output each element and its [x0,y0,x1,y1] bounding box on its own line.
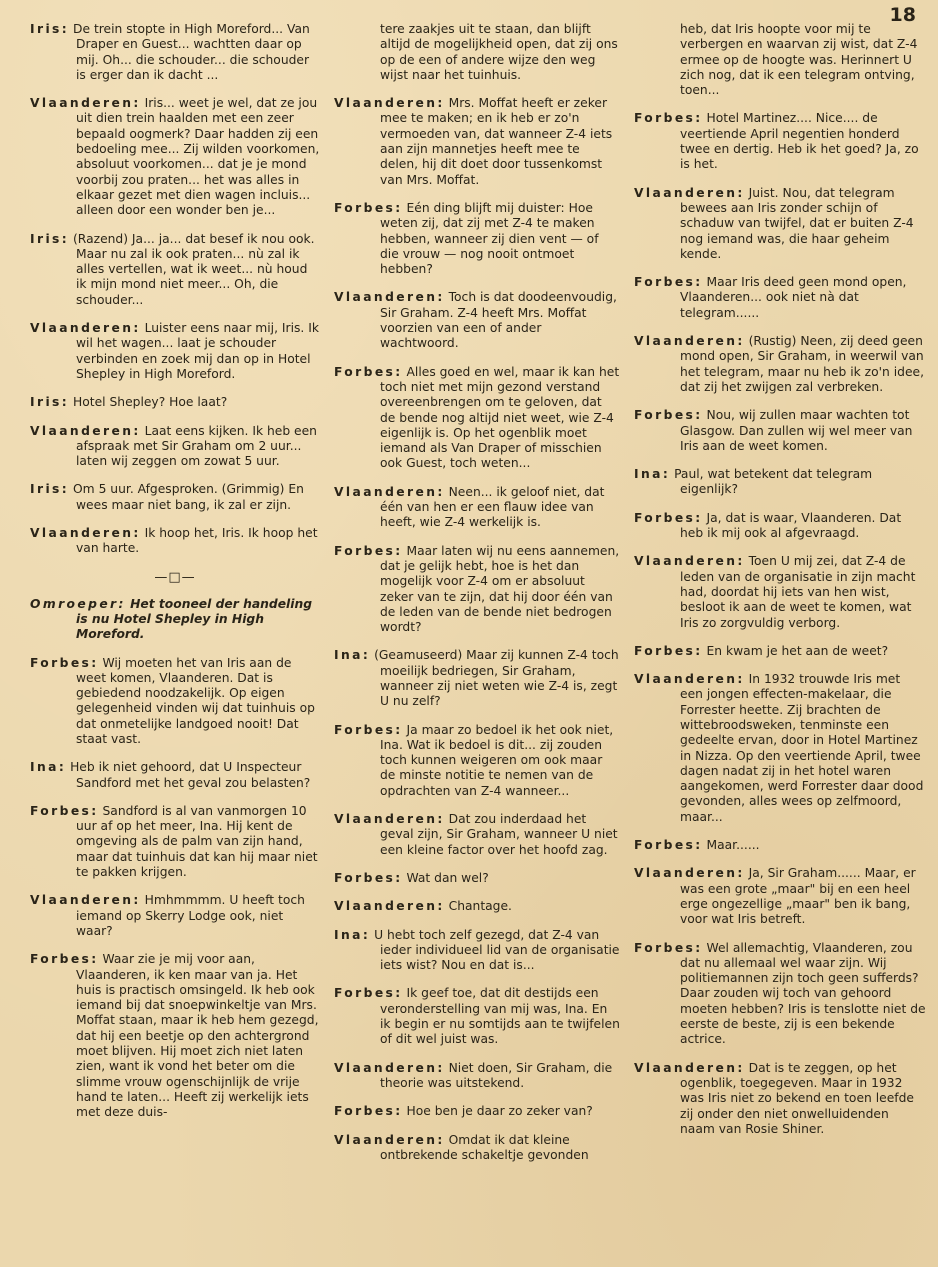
dialogue-text: Sandford is al van vanmorgen 10 uur af op het meer, Ina. Hij kent de omgeving als de palm van zijn hand, maar dat tuinhuis dat kan hij maar niet te pakken krijgen. [76,803,318,880]
speaker-name: Vlaanderen: [30,321,141,336]
dialogue-entry [634,941,926,1048]
speaker-name: Vlaanderen: [634,1060,745,1075]
dialogue-entry [334,899,620,914]
column-2 [334,22,620,1257]
dialogue-text: Eén ding blijft mij duister: Hoe weten zij, dat zij met Z-4 te maken hebben, wanneer zij dien vent — of die vrouw — nog nooit ontmoet hebben? [380,200,599,277]
dialogue-text: Hmhmmmm. U heeft toch iemand op Skerry Lodge ook, niet waar? [76,893,305,938]
dialogue-entry [634,111,926,172]
dialogue-entry [334,871,620,886]
dialogue-text: In 1932 trouwde Iris met een jongen effecten-makelaar, die Forrester heette. Zij brachten de wittebroodsweken, tenminste een gedeelte ervan, door in Hotel Martinez in Nizza. Op den veertiende April, twee dagen nadat zij in het hotel waren aangekomen, werd Forrester daar dood gevonden, alles wees op zelfmoord, maar... [680,672,924,824]
dialogue-text: (Razend) Ja... ja... dat besef ik nou ook. Maar nu zal ik ook praten... nù zal ik alles vertellen, wat ik weet... nù houd ik mijn mond niet meer... Oh, die schouder... [69,231,315,307]
dialogue-text: Wel allemachtig, Vlaanderen, zou dat nu allemaal wel waar zijn. Wij politiemannen zijn toch geen sufferds? Daar zouden wij toch van gehoord moeten hebben? Iris is tenslotte niet de eerste de beste, zij is een bekende actrice. [680,940,926,1047]
dialogue-text: tere zaakjes uit te staan, dan blijft altijd de mogelijkheid open, dat zij ons op de een of andere wijze den weg wijst naar het tuinhuis. [380,22,618,82]
speaker-name: Forbes: [634,838,703,853]
dialogue-entry [30,526,320,557]
speaker-name: Forbes: [334,870,403,885]
dialogue-text: Om 5 uur. Afgesproken. (Grimmig) En wees maar niet bang, ik zal er zijn. [69,482,304,512]
dialogue-entry [634,511,926,542]
dialogue-text: Het tooneel der handeling is nu Hotel Shepley in High Moreford. [76,596,313,642]
speaker-name: Forbes: [334,543,403,558]
speaker-name: Forbes: [334,722,403,737]
dialogue-text: Hoe ben je daar zo zeker van? [402,1104,593,1119]
speaker-name: Iris: [30,482,70,497]
dialogue-entry [30,395,320,410]
dialogue-entry [634,838,926,853]
speaker-name: Forbes: [634,940,703,955]
speaker-name: Vlaanderen: [634,185,745,200]
dialogue-text: Maar Iris deed geen mond open, Vlaanderen... ook niet nà dat telegram...... [680,275,907,320]
dialogue-text: Heb ik niet gehoord, dat U Inspecteur Sandford met het geval zou belasten? [66,760,311,790]
speaker-name: Vlaanderen: [334,96,445,111]
dialogue-text: Nou, wij zullen maar wachten tot Glasgow. Dan zullen wij wel meer van Iris aan de weet komen. [680,408,913,453]
dialogue-entry [334,1061,620,1092]
dialogue-entry [634,644,926,659]
dialogue-text: Ja maar zo bedoel ik het ook niet, Ina. Wat ik bedoel is dit... zij zouden toch kunnen weigeren om ook maar de minste notitie te nemen van de opdrachten van Z-4 wanneer... [380,722,614,798]
dialogue-text: Hotel Martinez.... Nice.... de veertiende April negentien honderd twee en dertig. Heb ik het goed? Ja, zo is het. [680,111,919,172]
dialogue-entry [634,467,926,498]
dialogue-entry [30,804,320,880]
speaker-name: Ina: [334,927,371,942]
dialogue-entry [30,656,320,748]
dialogue-entry [634,866,926,927]
speaker-name: Forbes: [334,364,403,379]
dialogue-text: Luister eens naar mij, Iris. Ik wil het wagen... laat je schouder verbinden en zoek mij dan op in Hotel Shepley in High Moreford. [76,321,319,381]
dialogue-entry [30,321,320,382]
speaker-name: Vlaanderen: [30,96,141,111]
speaker-name: Forbes: [334,986,403,1001]
speaker-name: Forbes: [334,200,403,215]
dialogue-entry [30,232,320,308]
speaker-name: Ina: [634,467,671,482]
speaker-name: Omroeper: [30,596,126,611]
speaker-name: Iris: [30,395,70,410]
dialogue-text: De trein stopte in High Moreford... Van Draper en Guest... wachtten daar op mij. Oh... die schouder... die schouder is erger dan ik dacht ... [69,22,310,82]
speaker-name: Vlaanderen: [634,554,745,569]
speaker-name: Forbes: [634,111,703,126]
dialogue-text: U hebt toch zelf gezegd, dat Z-4 van ieder individueel lid van de organisatie iets wist? Nou en dat is... [370,927,620,973]
dialogue-entry [30,424,320,470]
dialogue-text: Ja, dat is waar, Vlaanderen. Dat heb ik mij ook al afgevraagd. [680,510,902,541]
dialogue-entry [334,365,620,472]
dialogue-text: Juist. Nou, dat telegram bewees aan Iris zonder schijn of schaduw van twijfel, dat er buiten Z-4 nog iemand was, die haar geheim kende. [680,185,914,261]
dialogue-text: Iris... weet je wel, dat ze jou uit dien trein haalden met een zeer bepaald oogmerk? Daar hadden zij een bedoeling mee... Zij wilden voorkomen, absoluut voorkomen... dat je je mond voorbij zou praten... het was alles in elkaar gezet met dien wagen incluis... alleen door een wonder ben je... [76,96,320,218]
speaker-name: Vlaanderen: [334,484,445,499]
dialogue-entry [30,893,320,939]
dialogue-entry [30,597,320,643]
speaker-name: Forbes: [634,408,703,423]
dialogue-text: (Rustig) Neen, zij deed geen mond open, Sir Graham, in weerwil van het telegram, maar nu heb ik zo'n idee, dat zij het zwijgen zal verbreken. [680,334,925,394]
dialogue-entry [634,1061,926,1137]
dialogue-entry [334,96,620,188]
speaker-name: Vlaanderen: [334,899,445,914]
speaker-name: Iris: [30,22,70,36]
dialogue-text: Maar...... [702,838,760,853]
speaker-name: Iris: [30,231,70,246]
dialogue-entry [334,22,620,83]
dialogue-text: Toen U mij zei, dat Z-4 de leden van de organisatie in zijn macht had, doordat hij iets van hen wist, besloot ik aan de weet te komen, wat Iris zo zorgvuldig verborg. [680,554,916,630]
speaker-name: Forbes: [30,952,99,967]
text-columns [30,22,924,1257]
dialogue-text: Neen... ik geloof niet, dat één van hen er een flauw idee van heeft, wie Z-4 werkelijk is. [380,484,605,530]
speaker-name: Forbes: [634,510,703,525]
speaker-name: Vlaanderen: [30,893,141,908]
speaker-name: Vlaanderen: [30,526,141,541]
dialogue-entry [334,1133,620,1164]
dialogue-entry [334,648,620,709]
dialogue-text: Niet doen, Sir Graham, die theorie was uitstekend. [380,1060,613,1090]
dialogue-entry [334,986,620,1047]
dialogue-entry [634,22,926,98]
dialogue-entry [634,554,926,630]
dialogue-text: Ik geef toe, dat dit destijds een veronderstelling van mij was, Ina. En ik begin er nu somtijds aan te twijfelen of dit wel juist was. [380,986,620,1047]
speaker-name: Forbes: [634,275,703,290]
dialogue-entry [334,201,620,277]
speaker-name: Vlaanderen: [30,423,141,438]
dialogue-entry [30,482,320,513]
dialogue-entry [334,290,620,351]
page-number: 18 [889,4,916,26]
speaker-name: Forbes: [30,655,99,670]
dialogue-text: Paul, wat betekent dat telegram eigenlijk? [670,467,873,497]
speaker-name: Vlaanderen: [634,672,745,687]
speaker-name: Ina: [334,648,371,663]
speaker-name: Forbes: [634,643,703,658]
dialogue-text: Toch is dat doodeenvoudig, Sir Graham. Z-4 heeft Mrs. Moffat voorzien van een of ander wachtwoord. [380,290,617,351]
speaker-name: Vlaanderen: [334,1132,445,1147]
dialogue-text: Dat zou inderdaad het geval zijn, Sir Graham, wanneer U niet een kleine factor over het hoofd zag. [380,812,618,857]
dialogue-entry [30,96,320,218]
speaker-name: Vlaanderen: [634,866,745,881]
dialogue-text: (Geamuseerd) Maar zij kunnen Z-4 toch moeilijk bedriegen, Sir Graham, wanneer zij niet weten wie Z-4 is, zegt U nu zelf? [370,648,619,709]
dialogue-text: En kwam je het aan de weet? [702,643,889,658]
dialogue-text: Wat dan wel? [402,870,489,885]
speaker-name: Vlaanderen: [334,1060,445,1075]
speaker-name: Forbes: [334,1104,403,1119]
dialogue-text: Maar laten wij nu eens aannemen, dat je gelijk hebt, hoe is het dan mogelijk voor Z-4 om er absoluut zeker van te zijn, dat hij door één van de leden van de bende niet bedrogen wordt? [380,543,620,635]
dialogue-entry [334,812,620,858]
dialogue-entry [30,952,320,1120]
dialogue-entry [634,672,926,825]
speaker-name: Forbes: [30,803,99,818]
dialogue-text: Alles goed en wel, maar ik kan het toch niet met mijn gezond verstand overeenbrengen om te geloven, dat de bende nog altijd niet weet, wie Z-4 eigenlijk is. Op het ogenblik moet iemand als Van Draper of misschien ook Guest, toch weten... [380,364,620,471]
dialogue-text: Wij moeten het van Iris aan de weet komen, Vlaanderen. Dat is gebiedend noodzakelijk. Op eigen gelegenheid vinden wij dat tuinhuis op dat onmetelijke landgoed nooit! Dat staat vast. [76,655,315,746]
scene-divider: —□— [154,569,196,585]
dialogue-text: Ik hoop het, Iris. Ik hoop het van harte. [76,526,318,556]
dialogue-entry [634,186,926,262]
dialogue-text: heb, dat Iris hoopte voor mij te verbergen en waarvan zij wist, dat Z-4 ermee op de hoogte was. Herinnert U zich nog, dat ik een telegram ontving, toen... [680,22,918,98]
speaker-name: Ina: [30,760,67,775]
dialogue-entry [634,408,926,454]
dialogue-text: Laat eens kijken. Ik heb een afspraak met Sir Graham om 2 uur... laten wij zeggen om zowat 5 uur. [76,423,317,469]
dialogue-entry [30,760,320,791]
speaker-name: Vlaanderen: [334,812,445,827]
dialogue-entry [30,22,320,83]
speaker-name: Vlaanderen: [334,290,445,305]
dialogue-entry [634,275,926,321]
column-1 [30,22,320,1257]
dialogue-entry [634,334,926,395]
dialogue-text: Waar zie je mij voor aan, Vlaanderen, ik ken maar van ja. Het huis is practisch omsingeld. Ik heb ook iemand bij dat snoepwinkeltje van Mrs. Moffat staan, maar ik heb hem gezegd, dat hij een beetje op den achtergrond moet blijven. Hij moet zich niet laten zien, want ik vond het beter om die slimme vrouw ogenschijnlijk de vrije hand te laten... Heeft zij werkelijk iets met deze duis- [76,952,319,1120]
dialogue-entry [334,928,620,974]
dialogue-entry [334,544,620,636]
dialogue-text: Mrs. Moffat heeft er zeker mee te maken; en ik heb er zo'n vermoeden van, dat wanneer Z-4 iets aan zijn mannetjes heeft mee te delen, hij dit doet door tussenkomst van Mrs. Moffat. [380,96,613,187]
dialogue-text: Omdat ik dat kleine ontbrekende schakeltje gevonden [380,1132,589,1162]
dialogue-entry [334,485,620,531]
speaker-name: Vlaanderen: [634,334,745,349]
dialogue-text: Chantage. [444,899,512,914]
dialogue-text: Hotel Shepley? Hoe laat? [69,395,228,410]
dialogue-entry [334,723,620,799]
column-3 [634,22,926,1257]
dialogue-text: Dat is te zeggen, op het ogenblik, toegegeven. Maar in 1932 was Iris niet zo bekend en toen leefde zij onder den niet onwelluidenden naam van Rosie Shiner. [680,1060,914,1136]
dialogue-entry [334,1104,620,1119]
dialogue-text: Ja, Sir Graham...... Maar, er was een grote „maar" bij en een heel erge ongezellige „maar" ben ik bang, voor wat Iris betreft. [680,866,916,927]
